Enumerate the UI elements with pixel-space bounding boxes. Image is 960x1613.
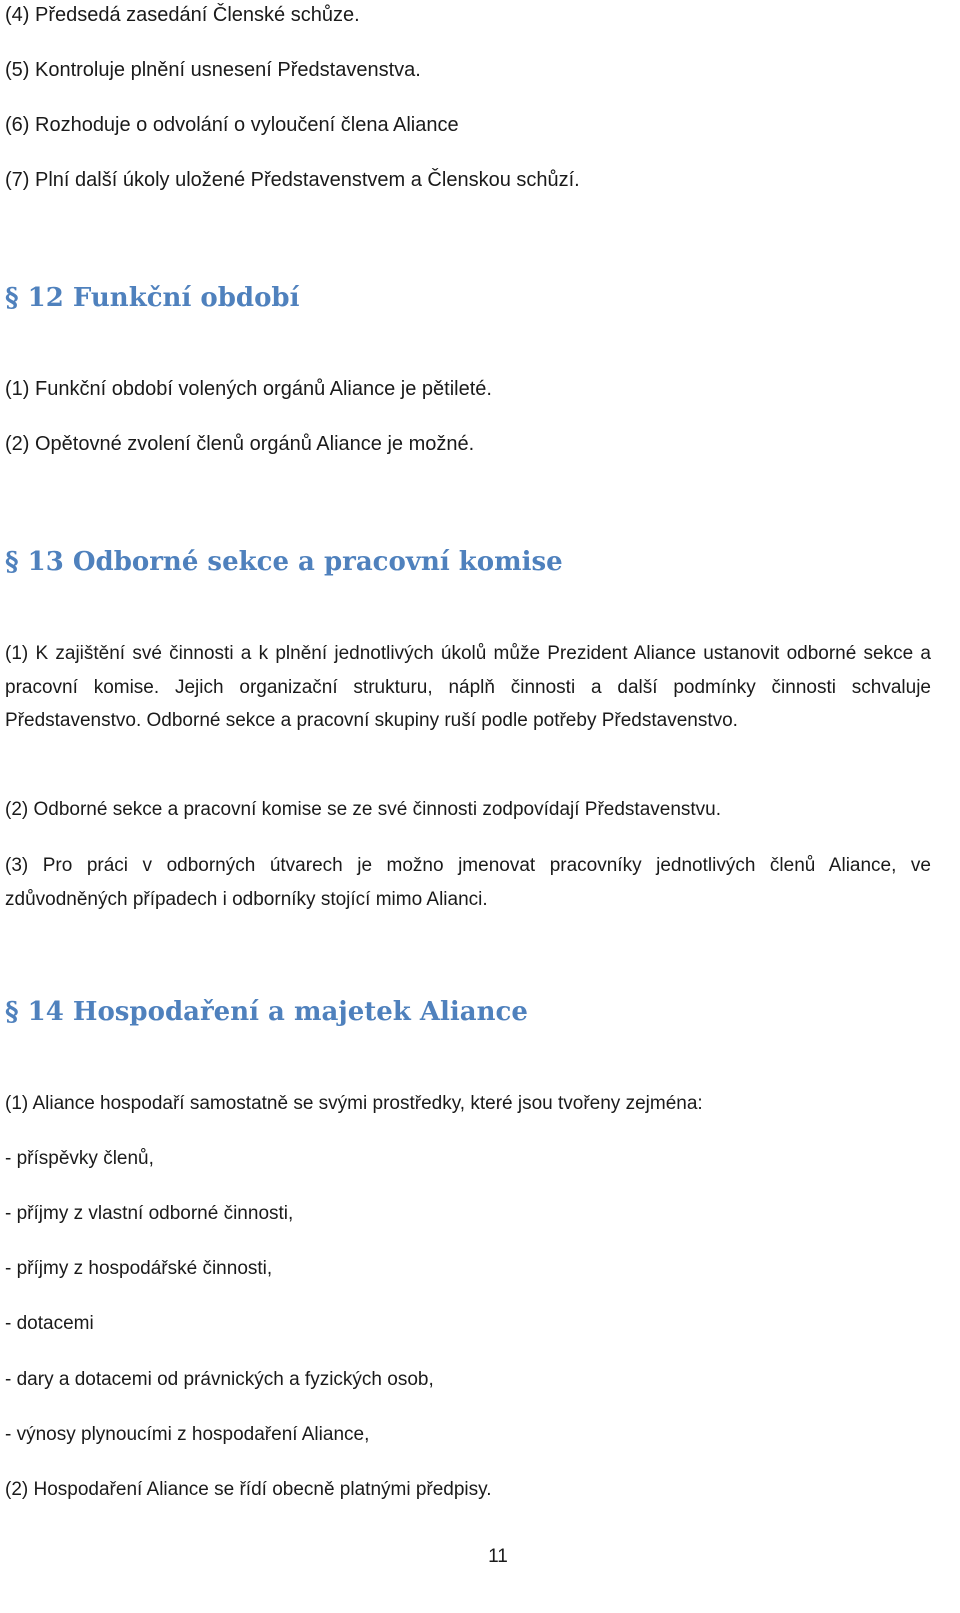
section-13-item-2: (2) Odborné sekce a pracovní komise se ze své činnosti zodpovídají Představenstvu. bbox=[5, 799, 722, 820]
section-13-item-3: (3) Pro práci v odborných útvarech je možno jmenovat pracovníky jednotlivých členů Aliance, ve zdůvodněných případech i odborníky stojící mimo Alianci. bbox=[5, 855, 931, 910]
section-14-list-item: - příspěvky členů, bbox=[5, 1148, 154, 1169]
intro-item-5: (5) Kontroluje plnění usnesení Představenstva. bbox=[5, 59, 421, 81]
section-12-item-1: (1) Funkční období volených orgánů Aliance je pětileté. bbox=[5, 378, 492, 400]
section-14-list-item: - příjmy z hospodářské činnosti, bbox=[5, 1258, 273, 1279]
section-14-heading: § 14 Hospodaření a majetek Aliance bbox=[5, 997, 528, 1027]
section-14-list-item: - příjmy z vlastní odborné činnosti, bbox=[5, 1203, 294, 1224]
section-13-item-1: (1) K zajištění své činnosti a k plnění jednotlivých úkolů může Prezident Aliance ustanovit odborné sekce a pracovní komise. Jejich organizační strukturu, náplň činnosti a další podmínky činnosti schvaluje Představenstvo. Odborné sekce a pracovní skupiny ruší podle potřeby Představenstvo. bbox=[5, 643, 931, 731]
section-14-list-item: - dary a dotacemi od právnických a fyzických osob, bbox=[5, 1369, 434, 1390]
section-14-list-item: - dotacemi bbox=[5, 1313, 94, 1334]
section-14-list-item: - výnosy plynoucími z hospodaření Aliance, bbox=[5, 1424, 370, 1445]
section-14-closing: (2) Hospodaření Aliance se řídí obecně platnými předpisy. bbox=[5, 1479, 492, 1500]
page-number: 11 bbox=[488, 1546, 508, 1567]
section-14-intro: (1) Aliance hospodaří samostatně se svými prostředky, které jsou tvořeny zejména: bbox=[5, 1093, 703, 1114]
intro-item-7: (7) Plní další úkoly uložené Představenstvem a Členskou schůzí. bbox=[5, 169, 580, 191]
intro-item-4: (4) Předsedá zasedání Členské schůze. bbox=[5, 4, 360, 26]
section-12-item-2: (2) Opětovné zvolení členů orgánů Aliance je možné. bbox=[5, 433, 475, 455]
section-13-heading: § 13 Odborné sekce a pracovní komise bbox=[5, 547, 563, 577]
section-12-heading: § 12 Funkční období bbox=[5, 283, 300, 313]
intro-item-6: (6) Rozhoduje o odvolání o vyloučení člena Aliance bbox=[5, 114, 459, 136]
